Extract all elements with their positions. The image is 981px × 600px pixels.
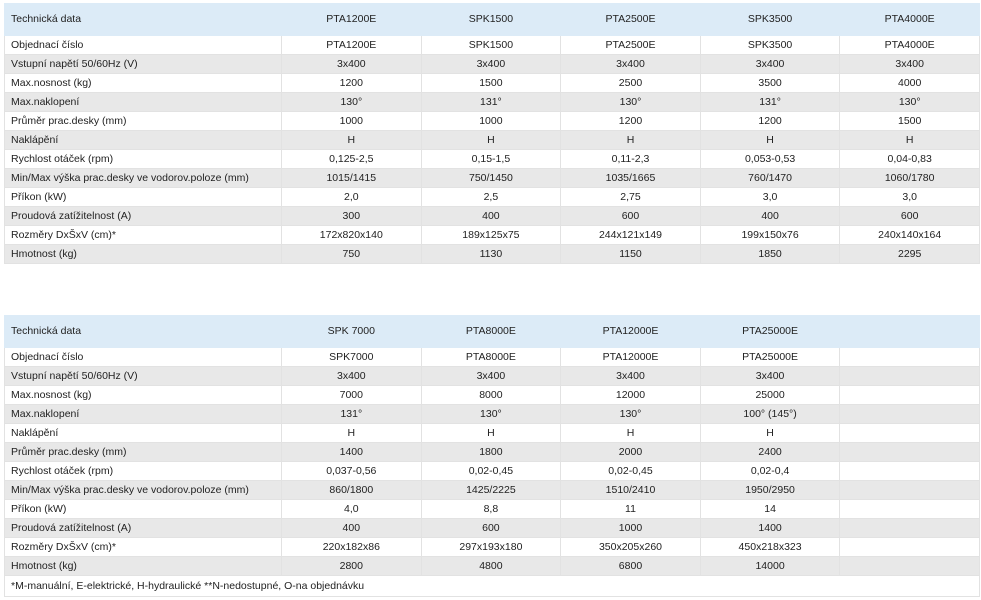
value-cell: 1060/1780 [840,169,980,188]
value-cell: 199x150x76 [700,226,840,245]
value-cell: 297x193x180 [421,538,561,557]
value-cell: H [700,131,840,150]
value-cell: SPK3500 [700,36,840,55]
value-cell: 2400 [700,443,840,462]
header-model-cell: SPK3500 [700,4,840,36]
row-label-cell: Proudová zatížitelnost (A) [5,519,282,538]
value-cell: 14 [700,500,840,519]
value-cell: 12000 [561,386,701,405]
row-label-cell: Příkon (kW) [5,500,282,519]
table-row [5,348,980,367]
value-cell: 4800 [421,557,561,576]
value-cell: 8,8 [421,500,561,519]
table-row [5,112,980,131]
value-cell: 400 [421,207,561,226]
value-cell: 1000 [561,519,701,538]
value-cell: 1500 [421,74,561,93]
value-cell: PTA2500E [561,36,701,55]
table-row [5,36,980,55]
table-row [5,386,980,405]
value-cell: 1400 [282,443,422,462]
row-label-cell: Objednací číslo [5,348,282,367]
table-row [5,131,980,150]
value-cell: 131° [421,93,561,112]
value-cell: 1015/1415 [282,169,422,188]
header-model-cell: PTA2500E [561,4,701,36]
header-model-cell: PTA1200E [282,4,422,36]
value-cell: 1000 [421,112,561,131]
value-cell [840,386,980,405]
value-cell: PTA4000E [840,36,980,55]
row-label-cell: Rozměry DxŠxV (cm)* [5,538,282,557]
row-label-cell: Min/Max výška prac.desky ve vodorov.poloze (mm) [5,169,282,188]
spec-table-1 [4,3,980,264]
value-cell: PTA8000E [421,348,561,367]
value-cell: PTA25000E [700,348,840,367]
value-cell: 3x400 [700,55,840,74]
header-label-cell: Technická data [5,316,282,348]
row-label-cell: Max.nosnost (kg) [5,386,282,405]
row-label-cell: Objednací číslo [5,36,282,55]
value-cell: 0,053-0,53 [700,150,840,169]
value-cell: SPK7000 [282,348,422,367]
value-cell: 131° [700,93,840,112]
value-cell: SPK1500 [421,36,561,55]
value-cell: 25000 [700,386,840,405]
value-cell: 400 [282,519,422,538]
table-row [5,500,980,519]
row-label-cell: Max.naklopení [5,93,282,112]
row-label-cell: Hmotnost (kg) [5,557,282,576]
value-cell [840,367,980,386]
table-row [5,557,980,576]
value-cell: 1200 [282,74,422,93]
value-cell: 600 [421,519,561,538]
value-cell [840,462,980,481]
table-row [5,538,980,557]
table-row [5,405,980,424]
value-cell: 2000 [561,443,701,462]
row-label-cell: Vstupní napětí 50/60Hz (V) [5,55,282,74]
row-label-cell: Min/Max výška prac.desky ve vodorov.poloze (mm) [5,481,282,500]
value-cell: 860/1800 [282,481,422,500]
value-cell: 1500 [840,112,980,131]
value-cell: 0,02-0,45 [561,462,701,481]
value-cell: 3x400 [561,55,701,74]
value-cell: 2,5 [421,188,561,207]
table-row [5,245,980,264]
value-cell [840,443,980,462]
value-cell: 750 [282,245,422,264]
value-cell: 3x400 [421,367,561,386]
value-cell: 4,0 [282,500,422,519]
table-row [5,424,980,443]
value-cell: 2500 [561,74,701,93]
value-cell: 220x182x86 [282,538,422,557]
table-row [5,74,980,93]
row-label-cell: Průměr prac.desky (mm) [5,443,282,462]
value-cell: 600 [561,207,701,226]
row-label-cell: Průměr prac.desky (mm) [5,112,282,131]
row-label-cell: Příkon (kW) [5,188,282,207]
value-cell [840,519,980,538]
table-row [5,188,980,207]
value-cell: 750/1450 [421,169,561,188]
table-row [5,93,980,112]
value-cell: 6800 [561,557,701,576]
value-cell [840,500,980,519]
value-cell: 1510/2410 [561,481,701,500]
row-label-cell: Max.naklopení [5,405,282,424]
value-cell [840,424,980,443]
header-model-cell: PTA8000E [421,316,561,348]
value-cell: 1950/2950 [700,481,840,500]
value-cell: 4000 [840,74,980,93]
value-cell: 350x205x260 [561,538,701,557]
value-cell: 130° [561,93,701,112]
value-cell: H [561,424,701,443]
table-row [5,462,980,481]
table-row [5,519,980,538]
value-cell: 0,02-0,4 [700,462,840,481]
value-cell: 2295 [840,245,980,264]
header-model-cell: PTA4000E [840,4,980,36]
spec-table-2 [4,315,980,597]
value-cell: 1425/2225 [421,481,561,500]
row-label-cell: Naklápění [5,131,282,150]
footnote: *M-manuální, E-elektrické, H-hydraulické **N-nedostupné, O-na objednávku [5,576,980,597]
table-row [5,55,980,74]
value-cell: 0,04-0,83 [840,150,980,169]
table-row [5,481,980,500]
row-label-cell: Max.nosnost (kg) [5,74,282,93]
value-cell: 0,125-2,5 [282,150,422,169]
value-cell: 1850 [700,245,840,264]
value-cell: 3500 [700,74,840,93]
value-cell: 1800 [421,443,561,462]
value-cell: 1400 [700,519,840,538]
value-cell: H [840,131,980,150]
value-cell: 3,0 [700,188,840,207]
row-label-cell: Rychlost otáček (rpm) [5,150,282,169]
value-cell: 1035/1665 [561,169,701,188]
value-cell: 240x140x164 [840,226,980,245]
value-cell: 244x121x149 [561,226,701,245]
table-row [5,443,980,462]
header-model-cell: SPK1500 [421,4,561,36]
value-cell: H [561,131,701,150]
value-cell: 0,037-0,56 [282,462,422,481]
value-cell: 130° [840,93,980,112]
value-cell: 0,15-1,5 [421,150,561,169]
table-row [5,150,980,169]
value-cell: 11 [561,500,701,519]
value-cell: 450x218x323 [700,538,840,557]
header-model-cell [840,316,980,348]
value-cell: 8000 [421,386,561,405]
header-model-cell: SPK 7000 [282,316,422,348]
value-cell [840,557,980,576]
header-model-cell: PTA25000E [700,316,840,348]
value-cell [840,481,980,500]
value-cell [840,538,980,557]
value-cell: H [282,424,422,443]
value-cell: H [421,131,561,150]
value-cell: 131° [282,405,422,424]
value-cell: 0,11-2,3 [561,150,701,169]
value-cell: 2,0 [282,188,422,207]
header-row [5,4,980,36]
value-cell: 3x400 [840,55,980,74]
value-cell: 600 [840,207,980,226]
value-cell [840,405,980,424]
value-cell: H [700,424,840,443]
value-cell: H [282,131,422,150]
value-cell: 1150 [561,245,701,264]
value-cell: PTA12000E [561,348,701,367]
value-cell: 3,0 [840,188,980,207]
value-cell: 300 [282,207,422,226]
table-row [5,367,980,386]
value-cell: 7000 [282,386,422,405]
value-cell: 1200 [561,112,701,131]
row-label-cell: Rozměry DxŠxV (cm)* [5,226,282,245]
value-cell: 2,75 [561,188,701,207]
value-cell: 100° (145°) [700,405,840,424]
value-cell: 1000 [282,112,422,131]
value-cell: 400 [700,207,840,226]
value-cell: 3x400 [282,55,422,74]
value-cell: 130° [561,405,701,424]
value-cell: H [421,424,561,443]
table-row [5,226,980,245]
footnote-row [5,576,980,597]
value-cell: 2800 [282,557,422,576]
value-cell: 1130 [421,245,561,264]
value-cell: 130° [421,405,561,424]
table-row [5,207,980,226]
value-cell: 130° [282,93,422,112]
value-cell [840,348,980,367]
row-label-cell: Rychlost otáček (rpm) [5,462,282,481]
row-label-cell: Hmotnost (kg) [5,245,282,264]
row-label-cell: Proudová zatížitelnost (A) [5,207,282,226]
value-cell: 1200 [700,112,840,131]
value-cell: 14000 [700,557,840,576]
value-cell: 189x125x75 [421,226,561,245]
table-row [5,169,980,188]
header-row [5,316,980,348]
header-label-cell: Technická data [5,4,282,36]
value-cell: 3x400 [421,55,561,74]
value-cell: 0,02-0,45 [421,462,561,481]
value-cell: PTA1200E [282,36,422,55]
row-label-cell: Naklápění [5,424,282,443]
value-cell: 3x400 [282,367,422,386]
value-cell: 760/1470 [700,169,840,188]
value-cell: 3x400 [561,367,701,386]
value-cell: 3x400 [700,367,840,386]
row-label-cell: Vstupní napětí 50/60Hz (V) [5,367,282,386]
value-cell: 172x820x140 [282,226,422,245]
header-model-cell: PTA12000E [561,316,701,348]
